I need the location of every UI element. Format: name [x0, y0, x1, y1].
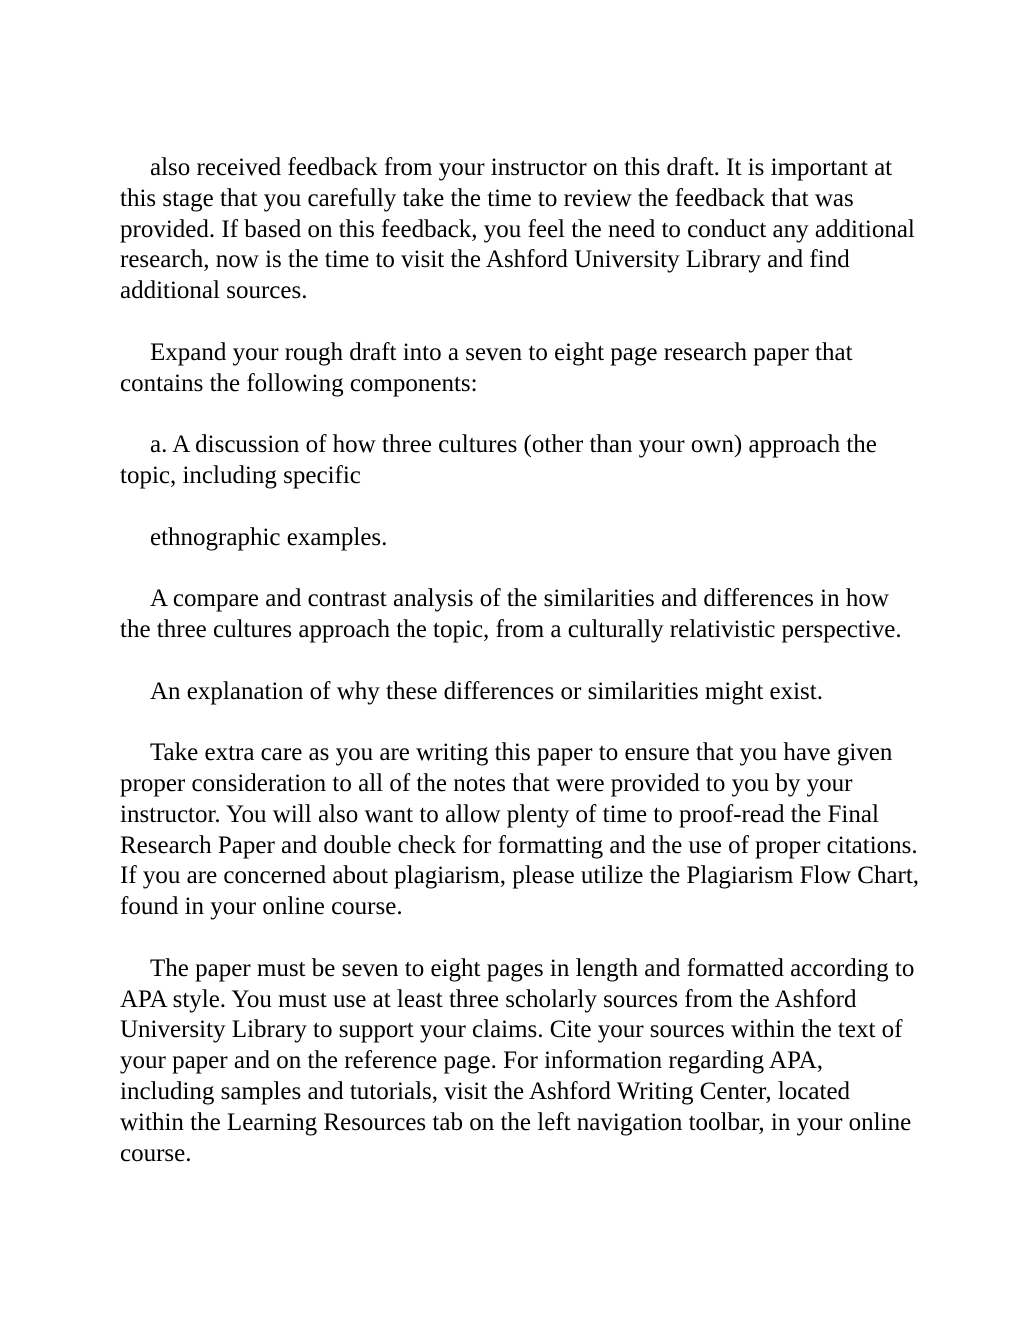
- paragraph-compare-contrast: A compare and contrast analysis of the similarities and differences in how the three cultures approach the topic, from a culturally relativistic perspective.: [120, 585, 902, 643]
- paragraph-feedback-intro: also received feedback from your instructor on this draft. It is important at this stage that you carefully take the time to review the feedback that was provided. If based on this feedback, you feel the need to conduct any additional research, now is the time to visit the Ashford University Library and find additional sources.: [120, 154, 915, 305]
- paragraph-component-a: a. A discussion of how three cultures (other than your own) approach the topic, including specific: [120, 431, 877, 489]
- paragraph-expand-draft: Expand your rough draft into a seven to eight page research paper that contains the following components:: [120, 338, 853, 397]
- paragraph-paper-requirements: The paper must be seven to eight pages in length and formatted according to APA style. You must use at least three scholarly sources from the Ashford University Library to support your claims. Cite your sources within the text of your paper and on the reference page. For information regarding APA, including samples and tutorials, visit the Ashford Writing Center, located within the Learning Resources tab on the left navigation toolbar, in your online course.: [120, 954, 915, 1167]
- paragraph-ethnographic-examples: ethnographic examples.: [150, 523, 388, 551]
- paragraph-extra-care: Take extra care as you are writing this paper to ensure that you have given proper consideration to all of the notes that were provided to you by your instructor. You will also want to allow plenty of time to proof-read the Final Research Paper and double check for formatting and the use of proper citations. If you are concerned about plagiarism, please utilize the Plagiarism Flow Chart, found in your online course.: [120, 739, 920, 921]
- paragraph-explanation: An explanation of why these differences or similarities might exist.: [150, 677, 823, 705]
- document-page: [120, 153, 920, 1169]
